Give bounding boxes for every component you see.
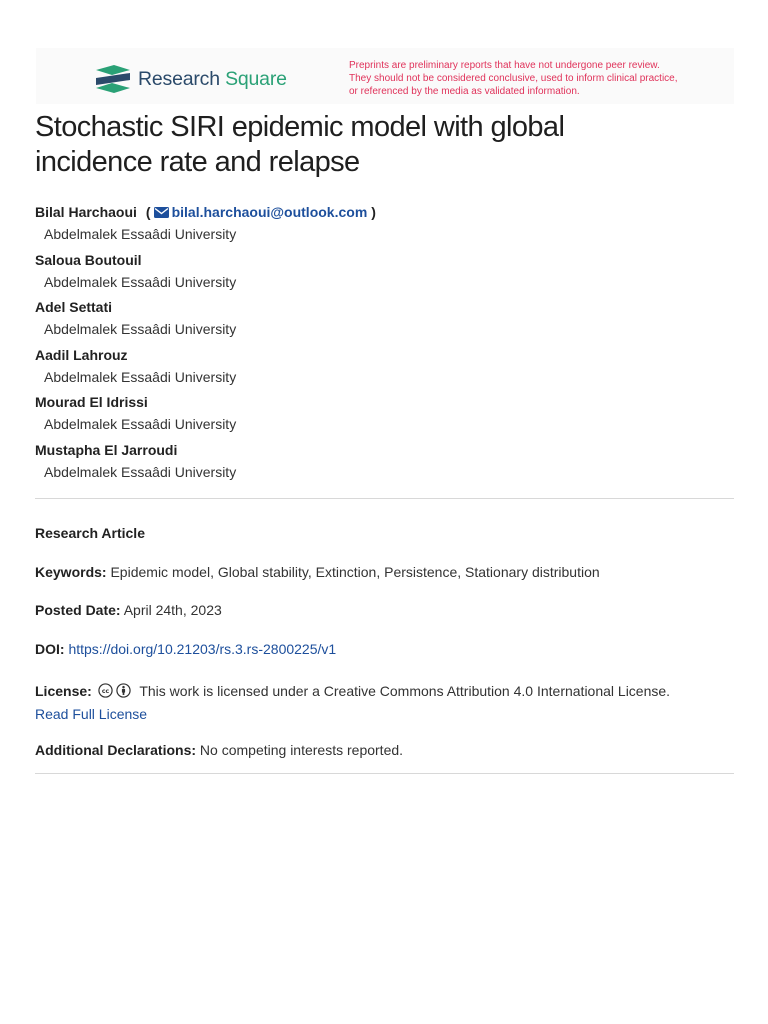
paper-title-line: incidence rate and relapse — [35, 146, 360, 178]
posted-date-label: Posted Date: — [35, 602, 121, 618]
disclaimer-line: They should not be considered conclusive, used to inform clinical practice, — [349, 73, 678, 84]
author-name: Aadil Lahrouz — [35, 346, 128, 363]
author-entry — [35, 344, 725, 392]
svg-text:cc: cc — [101, 688, 109, 696]
disclaimer-line: or referenced by the media as validated information. — [349, 86, 580, 97]
author-entry — [35, 439, 725, 487]
author-affiliation: Abdelmalek Essaâdi University — [44, 416, 237, 433]
author-list — [35, 201, 725, 487]
declarations-value: No competing interests reported. — [199, 742, 404, 758]
posted-date-row — [35, 602, 725, 618]
license-icons — [98, 683, 134, 698]
disclaimer-line: Preprints are preliminary reports that have not undergone peer review. — [349, 60, 660, 71]
license-label: License: — [35, 683, 92, 699]
author-name: Bilal Harchaoui — [35, 204, 137, 220]
keywords-value: Epidemic model, Global stability, Extinction, Persistence, Stationary distribution — [110, 564, 600, 580]
author-entry — [35, 249, 725, 297]
doi-label: DOI: — [35, 641, 65, 657]
author-name: Mourad El Idrissi — [35, 394, 148, 411]
envelope-icon — [154, 207, 169, 218]
doi-row — [35, 641, 725, 657]
paper-title — [35, 110, 725, 180]
attribution-icon — [116, 683, 131, 698]
doi-link[interactable]: https://doi.org/10.21203/rs.3.rs-2800225/v1 — [68, 641, 337, 657]
article-type — [35, 525, 725, 541]
paper-title-line: Stochastic SIRI epidemic model with global — [35, 111, 565, 143]
author-name: Adel Settati — [35, 299, 113, 316]
section-divider — [35, 498, 734, 499]
license-text: This work is licensed under a Creative Commons Attribution 4.0 International License. — [139, 683, 671, 699]
author-name: Saloua Boutouil — [35, 251, 142, 268]
read-full-license-link[interactable]: Read Full License — [35, 706, 148, 722]
posted-date-value: April 24th, 2023 — [123, 602, 222, 618]
brand-word-square: Square — [225, 67, 287, 90]
brand-name — [138, 68, 287, 91]
author-affiliation: Abdelmalek Essaâdi University — [44, 321, 237, 338]
creative-commons-icon — [98, 683, 113, 698]
keywords-label: Keywords: — [35, 564, 107, 580]
author-name: Mustapha El Jarroudi — [35, 441, 178, 458]
author-entry — [35, 391, 725, 439]
author-affiliation: Abdelmalek Essaâdi University — [44, 463, 237, 480]
author-affiliation: Abdelmalek Essaâdi University — [44, 226, 237, 242]
license-row — [35, 680, 725, 726]
author-entry — [35, 201, 725, 249]
research-square-logo[interactable] — [94, 63, 287, 95]
author-affiliation: Abdelmalek Essaâdi University — [44, 368, 237, 385]
declarations-row — [35, 742, 725, 758]
preprint-banner — [36, 48, 734, 104]
section-divider — [35, 773, 734, 774]
preprint-disclaimer — [349, 59, 709, 98]
declarations-label: Additional Declarations: — [35, 742, 197, 758]
author-email-group: ( bilal.harchaoui@outlook.com ) — [145, 204, 376, 220]
research-square-logo-icon — [94, 64, 132, 94]
keywords-row — [35, 564, 725, 580]
author-entry — [35, 296, 725, 344]
author-email-link[interactable]: bilal.harchaoui@outlook.com — [171, 204, 368, 220]
brand-word-research: Research — [138, 67, 220, 90]
article-type-value: Research Article — [35, 525, 145, 541]
author-affiliation: Abdelmalek Essaâdi University — [44, 273, 237, 290]
